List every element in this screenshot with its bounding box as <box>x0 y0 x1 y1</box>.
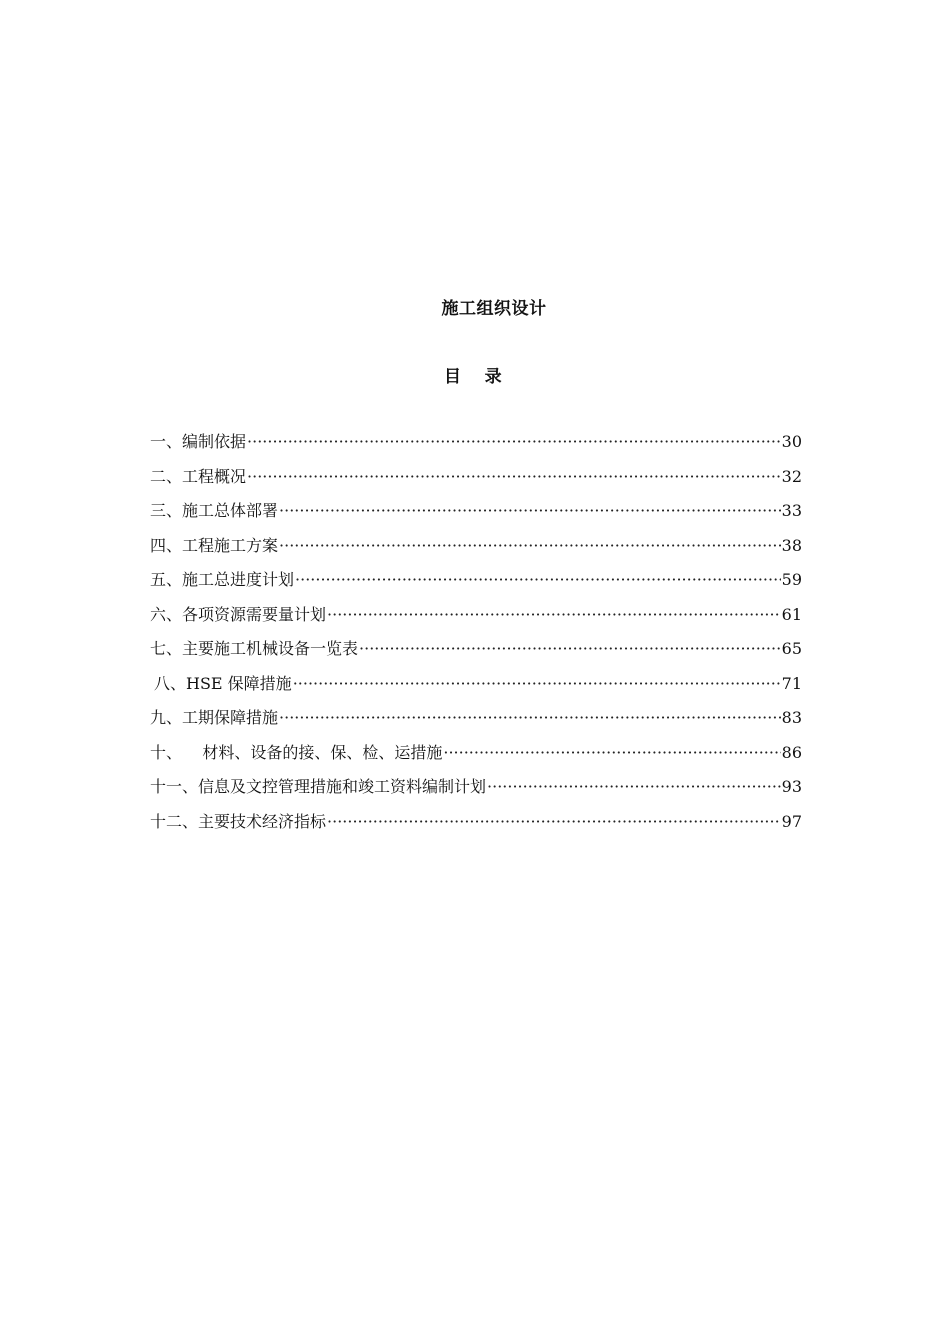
toc-entry-label: 四、工程施工方案 <box>150 535 279 555</box>
toc-page-number: 61 <box>781 604 802 624</box>
toc-dot-leader <box>279 704 781 732</box>
toc-page-number: 83 <box>781 708 802 727</box>
toc-dot-leader <box>359 635 781 663</box>
toc-page-number: 59 <box>781 570 802 589</box>
toc-dot-leader <box>327 808 781 836</box>
toc-entry-5[interactable] <box>150 566 802 601</box>
toc-entry-label: 三、施工总体部署 <box>150 501 279 520</box>
toc-entry-1[interactable] <box>150 428 802 463</box>
toc-dot-leader <box>293 670 781 698</box>
toc-page-number: 30 <box>781 432 802 451</box>
toc-entry-6[interactable] <box>150 601 802 636</box>
toc-entry-label: 十二、主要技术经济指标 <box>150 811 327 831</box>
document-title: 施工组织设计 <box>441 299 547 319</box>
toc-page-number: 65 <box>781 639 802 658</box>
toc-page-number: 32 <box>781 466 802 486</box>
toc-entry-4[interactable] <box>150 532 802 567</box>
toc-entry-label: 六、各项资源需要量计划 <box>150 604 327 624</box>
toc-dot-leader <box>443 739 780 767</box>
toc-entry-9[interactable] <box>150 704 802 739</box>
toc-dot-leader <box>327 601 781 629</box>
toc-entry-label: 八、HSE 保障措施 <box>154 673 292 693</box>
toc-entry-label: 七、主要施工机械设备一览表 <box>150 639 359 658</box>
toc-dot-leader <box>279 532 781 560</box>
toc-entry-label: 十一、信息及文控管理措施和竣工资料编制计划 <box>150 777 487 796</box>
toc-dot-leader <box>247 428 781 456</box>
toc-page-number: 93 <box>781 777 802 796</box>
toc-entry-2[interactable] <box>150 463 802 498</box>
toc-dot-leader <box>295 566 781 594</box>
toc-page-number: 33 <box>781 501 802 520</box>
toc-entry-10[interactable] <box>150 739 802 774</box>
toc-entry-label: 二、工程概况 <box>150 466 247 486</box>
toc-dot-leader <box>487 773 781 801</box>
toc-entry-11[interactable] <box>150 773 802 808</box>
toc-entry-label: 五、施工总进度计划 <box>150 570 295 589</box>
toc-page-number: 97 <box>781 811 802 831</box>
toc-dot-leader <box>247 463 781 491</box>
toc-page-number: 71 <box>781 673 802 693</box>
toc-entry-label: 一、编制依据 <box>150 432 247 451</box>
toc-entry-12[interactable] <box>150 808 802 843</box>
table-of-contents <box>150 428 802 842</box>
toc-page-number: 86 <box>781 742 802 762</box>
toc-entry-8[interactable] <box>150 670 802 705</box>
toc-entry-7[interactable] <box>150 635 802 670</box>
toc-entry-label: 九、工期保障措施 <box>150 708 279 727</box>
toc-page-number: 38 <box>781 535 802 555</box>
toc-entry-label: 十、 材料、设备的接、保、检、运措施 <box>150 742 443 762</box>
toc-heading: 目 录 <box>444 367 502 387</box>
toc-entry-3[interactable] <box>150 497 802 532</box>
toc-dot-leader <box>279 497 781 525</box>
